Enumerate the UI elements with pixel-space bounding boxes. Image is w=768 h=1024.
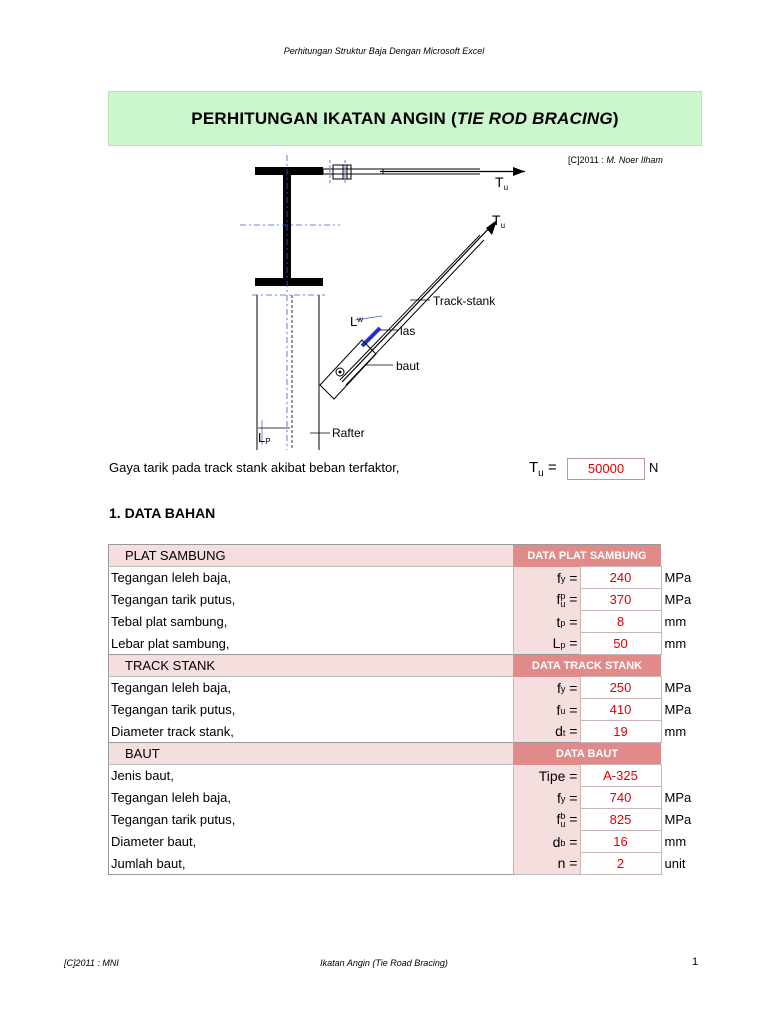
row-value-cell[interactable]: 370 xyxy=(580,589,661,611)
group-header-plat xyxy=(109,545,722,567)
row-symbol: f y = xyxy=(513,677,580,699)
table-row xyxy=(109,567,722,589)
row-symbol: n = xyxy=(513,853,580,875)
footer-center: Ikatan Angin (Tie Road Bracing) xyxy=(320,958,448,968)
group-title: BAUT xyxy=(109,743,514,765)
row-label: Tegangan tarik putus, xyxy=(109,809,514,831)
row-symbol: t p = xyxy=(513,611,580,633)
page-title xyxy=(108,91,702,146)
tu-mid-label: $T_u$ xyxy=(492,212,506,230)
row-label: Jumlah baut, xyxy=(109,853,514,875)
row-unit: MPa xyxy=(664,790,692,805)
title-main: PERHITUNGAN IKATAN ANGIN ( xyxy=(191,108,457,128)
row-unit: mm xyxy=(664,724,687,739)
row-label: Tegangan tarik putus, xyxy=(109,699,514,721)
row-value-cell[interactable]: 410 xyxy=(580,699,661,721)
row-unit: mm xyxy=(664,636,687,651)
table-row xyxy=(109,699,722,721)
row-value-cell[interactable]: 50 xyxy=(580,633,661,655)
table-row xyxy=(109,721,722,743)
las-label: las xyxy=(400,324,416,338)
group-title: TRACK STANK xyxy=(109,655,514,677)
bracing-diagram xyxy=(230,150,530,460)
row-label: Tebal plat sambung, xyxy=(109,611,514,633)
row-unit: MPa xyxy=(664,702,692,717)
row-unit: MPa xyxy=(664,812,692,827)
group-badge: DATA TRACK STANK xyxy=(513,655,661,677)
table-row xyxy=(109,633,722,655)
tu-top-label: $T_u$ xyxy=(495,174,509,192)
row-value-cell[interactable]: 2 xyxy=(580,853,661,875)
row-value-cell[interactable]: 740 xyxy=(580,787,661,809)
row-unit: unit xyxy=(664,856,686,871)
row-unit: MPa xyxy=(664,680,692,695)
title-close: ) xyxy=(612,108,619,128)
force-value-cell[interactable]: 50000 xyxy=(567,458,645,480)
group-header-track xyxy=(109,655,722,677)
table-row xyxy=(109,677,722,699)
row-label: Diameter baut, xyxy=(109,831,514,853)
rafter-label: Rafter xyxy=(332,426,365,440)
table-row xyxy=(109,809,722,831)
row-unit xyxy=(661,765,721,787)
row-label: Tegangan leleh baja, xyxy=(109,567,514,589)
table-row xyxy=(109,787,722,809)
table-row xyxy=(109,589,722,611)
running-header: Perhitungan Struktur Baja Dengan Microsoft Excel xyxy=(283,46,485,56)
row-symbol: f b u = xyxy=(513,809,580,831)
table-row xyxy=(109,611,722,633)
baut-label: baut xyxy=(396,359,420,373)
row-symbol: L p = xyxy=(513,633,580,655)
group-title: PLAT SAMBUNG xyxy=(109,545,514,567)
footer-left: [C]2011 : MNI xyxy=(64,958,119,968)
lp-label: LP xyxy=(258,430,271,446)
copyright-author: M. Noer Ilham xyxy=(606,155,663,165)
arrow-top xyxy=(513,167,525,176)
row-symbol: d t = xyxy=(513,721,580,743)
group-header-baut xyxy=(109,743,722,765)
row-value-cell[interactable]: 240 xyxy=(580,567,661,589)
table-row xyxy=(109,765,722,787)
group-badge: DATA BAUT xyxy=(513,743,661,765)
copyright-prefix: [C]2011 : xyxy=(568,155,604,165)
row-label: Diameter track stank, xyxy=(109,721,514,743)
row-symbol: f y = xyxy=(513,787,580,809)
gusset-plate xyxy=(320,340,376,399)
table-row xyxy=(109,831,722,853)
track-label: Track-stank xyxy=(433,294,496,308)
title-italic: TIE ROD BRACING xyxy=(456,108,613,128)
row-symbol: Tipe = xyxy=(513,765,580,787)
force-row xyxy=(109,460,709,484)
page-number: 1 xyxy=(692,956,699,968)
row-symbol: f p u = xyxy=(513,589,580,611)
row-label: Tegangan leleh baja, xyxy=(109,787,514,809)
group-badge: DATA PLAT SAMBUNG xyxy=(513,545,661,567)
row-symbol: f y = xyxy=(513,567,580,589)
material-data-table xyxy=(108,544,722,875)
section-title: 1. DATA BAHAN xyxy=(109,505,216,521)
row-unit: MPa xyxy=(664,592,692,607)
beam-top-flange xyxy=(255,167,323,175)
force-symbol: $T_u$ = xyxy=(529,459,557,479)
row-label: Tegangan tarik putus, xyxy=(109,589,514,611)
row-label: Jenis baut, xyxy=(109,765,514,787)
row-symbol: d b = xyxy=(513,831,580,853)
row-value-cell[interactable]: 19 xyxy=(580,721,661,743)
row-unit: MPa xyxy=(664,570,692,585)
beam-bottom-flange xyxy=(255,278,323,286)
row-label: Tegangan leleh baja, xyxy=(109,677,514,699)
row-value-cell[interactable]: 16 xyxy=(580,831,661,853)
table-row xyxy=(109,853,722,875)
row-value-cell[interactable]: 8 xyxy=(580,611,661,633)
row-unit: mm xyxy=(664,834,687,849)
row-unit: mm xyxy=(664,614,687,629)
lw-label: $L^w$ xyxy=(350,314,364,329)
row-label: Lebar plat sambung, xyxy=(109,633,514,655)
copyright xyxy=(568,155,663,165)
row-symbol: f u = xyxy=(513,699,580,721)
row-value-cell[interactable]: 825 xyxy=(580,809,661,831)
force-unit: N xyxy=(649,460,659,475)
row-value-cell[interactable]: A-325 xyxy=(580,765,661,787)
row-value-cell[interactable]: 250 xyxy=(580,677,661,699)
force-label: Gaya tarik pada track stank akibat beban terfaktor, xyxy=(109,460,400,475)
